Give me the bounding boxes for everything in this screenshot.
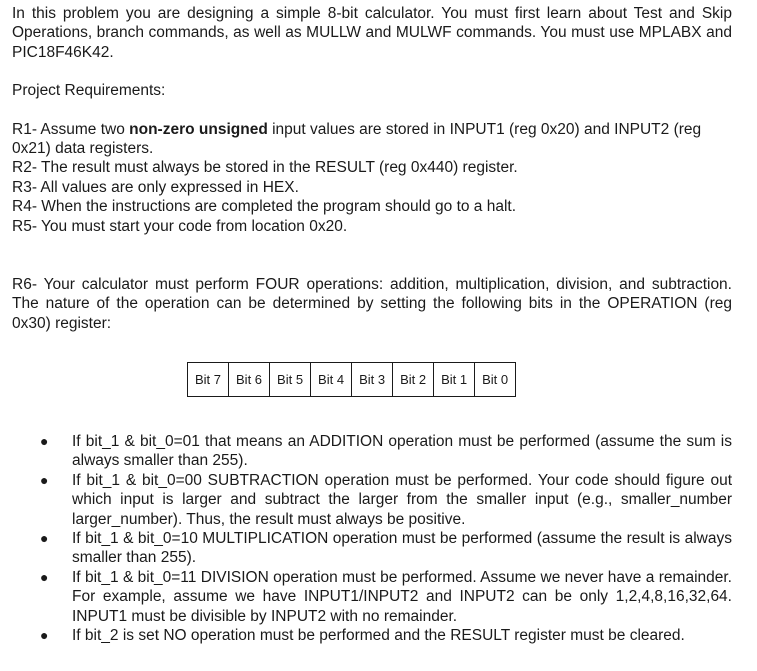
- requirement-r6: R6- Your calculator must perform FOUR operations: addition, multiplication, division, and subtraction. The nature of the operation can be determined by setting the following bits in the OPERATION (reg 0x30) register:: [12, 276, 732, 332]
- bullet-icon: ●: [40, 568, 49, 585]
- list-item: [36, 529, 732, 568]
- spacer: [12, 236, 732, 275]
- requirement-r5: R5- You must start your code from location 0x20.: [12, 217, 348, 235]
- list-item: [36, 626, 732, 645]
- list-item-text: If bit_1 & bit_0=00 SUBTRACTION operation must be performed. Your code should figure out which input is larger and subtract the larger from the smaller input (e.g., smaller_number larger_number). Thus, the result must always be positive.: [72, 471, 732, 528]
- r1-text-before: R1- Assume two: [12, 120, 130, 138]
- list-item: [36, 568, 732, 626]
- bit-cell: Bit 3: [352, 363, 393, 397]
- bits-row: [188, 363, 516, 397]
- list-item-text: If bit_1 & bit_0=01 that means an ADDITION operation must be performed (assume the sum is always smaller than 255).: [72, 433, 732, 470]
- requirements-list: [12, 120, 732, 236]
- list-item: [36, 432, 732, 471]
- spacer: [12, 62, 732, 81]
- requirement-r1: [12, 120, 732, 159]
- bullet-icon: ●: [40, 471, 49, 488]
- bullet-icon: ●: [40, 627, 49, 644]
- bit-cell: Bit 0: [475, 363, 516, 397]
- requirement-r3: R3- All values are only expressed in HEX.: [12, 178, 299, 196]
- requirement-r2: R2- The result must always be stored in the RESULT (reg 0x440) register.: [12, 159, 518, 177]
- bullet-icon: ●: [40, 433, 49, 449]
- project-requirements-heading: Project Requirements:: [12, 82, 166, 100]
- list-item-text: If bit_2 is set NO operation must be performed and the RESULT register must be cleared.: [72, 627, 685, 645]
- bullet-icon: ●: [40, 530, 49, 547]
- r1-text-after: input values are stored in INPUT1 (reg 0x20) and INPUT2 (reg 0x21) data registers.: [12, 120, 702, 158]
- intro-paragraph: In this problem you are designing a simple 8-bit calculator. You must first learn about Test and Skip Operations, branch commands, as well as MULLW and MULWF commands. You must use MPLABX and PIC18F46K42.: [12, 5, 732, 61]
- bit-cell: Bit 1: [434, 363, 475, 397]
- bit-cell: Bit 6: [229, 363, 270, 397]
- requirement-r4: R4- When the instructions are completed the program should go to a halt.: [12, 198, 517, 216]
- list-item-text: If bit_1 & bit_0=10 MULTIPLICATION operation must be performed (assume the result is always smaller than 255).: [72, 530, 732, 567]
- operation-register-bits-table: [187, 362, 516, 397]
- bit-cell: Bit 4: [311, 363, 352, 397]
- operation-rules-list: [36, 432, 732, 645]
- r1-bold-text: non-zero unsigned: [129, 120, 268, 138]
- list-item: [36, 471, 732, 529]
- bit-cell: Bit 2: [393, 363, 434, 397]
- bit-cell: Bit 5: [270, 363, 311, 397]
- document-body: [12, 4, 732, 333]
- bit-cell: Bit 7: [188, 363, 229, 397]
- list-item-text: If bit_1 & bit_0=11 DIVISION operation must be performed. Assume we never have a remainder. For example, assume we have INPUT1/INPUT2 and INPUT2 can be only 1,2,4,8,16,32,64. INPUT1 must be divisible by INPUT2 with no remainder.: [72, 568, 732, 625]
